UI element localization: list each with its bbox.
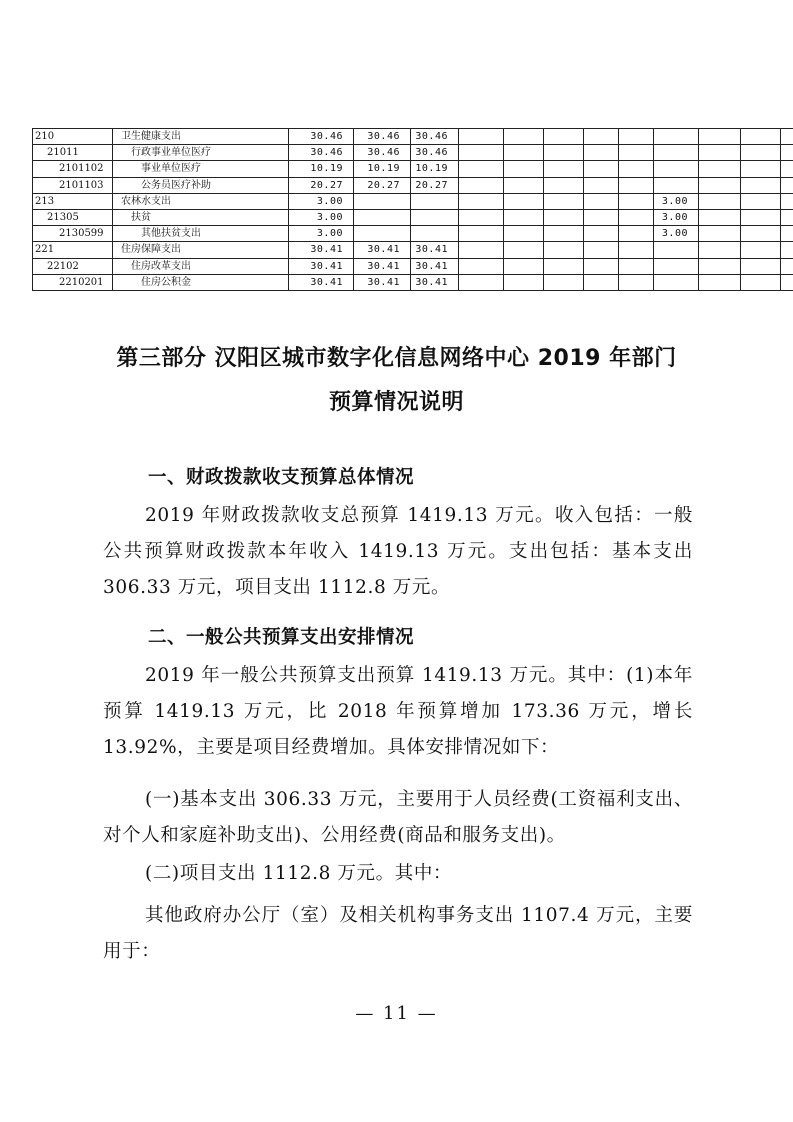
cell-name: 事业单位医疗 bbox=[113, 161, 289, 177]
cell-name: 公务员医疗补助 bbox=[113, 177, 289, 193]
cell-empty bbox=[584, 242, 619, 258]
cell-code: 221 bbox=[33, 242, 113, 258]
cell-basic bbox=[354, 209, 411, 225]
cell-empty bbox=[619, 209, 654, 225]
cell-empty bbox=[741, 209, 781, 225]
heading-general-budget: 二、一般公共预算支出安排情况 bbox=[148, 627, 415, 648]
cell-empty bbox=[584, 274, 619, 290]
cell-empty bbox=[584, 209, 619, 225]
cell-total: 30.46 bbox=[289, 145, 354, 161]
cell-empty bbox=[504, 242, 544, 258]
table-row bbox=[33, 129, 793, 145]
cell-code: 213 bbox=[33, 193, 113, 209]
cell-total: 30.41 bbox=[289, 242, 354, 258]
table-row bbox=[33, 226, 793, 242]
cell-empty bbox=[584, 145, 619, 161]
cell-total: 3.00 bbox=[289, 226, 354, 242]
cell-total: 30.46 bbox=[289, 129, 354, 145]
cell-code: 21011 bbox=[33, 145, 113, 161]
cell-empty bbox=[544, 193, 584, 209]
cell-empty bbox=[741, 258, 781, 274]
cell-code: 2101103 bbox=[33, 177, 113, 193]
cell-empty bbox=[699, 226, 741, 242]
para-other-expenditure: 其他政府办公厅（室）及相关机构事务支出 1107.4 万元，主要用于： bbox=[103, 905, 693, 962]
cell-empty bbox=[544, 161, 584, 177]
cell-total: 10.19 bbox=[289, 161, 354, 177]
para-general-budget: 2019 年一般公共预算支出预算 1419.13 万元。其中：(1)本年预算 1419.13 万元，比 2018 年预算增加 173.36 万元，增长 13.92%，主要是项目经费增加。具体安排情况如下： bbox=[103, 665, 693, 758]
cell-personnel: 30.41 bbox=[411, 274, 459, 290]
cell-name: 其他扶贫支出 bbox=[113, 226, 289, 242]
cell-empty bbox=[781, 274, 793, 290]
cell-basic: 30.46 bbox=[354, 145, 411, 161]
cell-empty bbox=[741, 274, 781, 290]
cell-name: 住房保障支出 bbox=[113, 242, 289, 258]
cell-empty bbox=[699, 145, 741, 161]
cell-empty bbox=[504, 129, 544, 145]
cell-empty bbox=[619, 274, 654, 290]
cell-personnel bbox=[411, 209, 459, 225]
cell-project: 3.00 bbox=[654, 209, 699, 225]
cell-empty bbox=[619, 161, 654, 177]
cell-empty bbox=[741, 145, 781, 161]
cell-personnel: 10.19 bbox=[411, 161, 459, 177]
cell-empty bbox=[741, 129, 781, 145]
cell-empty bbox=[459, 274, 504, 290]
cell-name: 扶贫 bbox=[113, 209, 289, 225]
cell-empty bbox=[699, 193, 741, 209]
cell-empty bbox=[459, 193, 504, 209]
cell-total: 30.41 bbox=[289, 274, 354, 290]
cell-empty bbox=[459, 242, 504, 258]
cell-empty bbox=[584, 226, 619, 242]
cell-total: 30.41 bbox=[289, 258, 354, 274]
cell-project: 3.00 bbox=[654, 226, 699, 242]
table-row bbox=[33, 145, 793, 161]
cell-basic bbox=[354, 226, 411, 242]
cell-empty bbox=[504, 193, 544, 209]
cell-empty bbox=[741, 193, 781, 209]
para-fiscal-overview: 2019 年财政拨款收支总预算 1419.13 万元。收入包括：一般公共预算财政拨款本年收入 1419.13 万元。支出包括：基本支出 306.33 万元，项目支出 1112.8 万元。 bbox=[103, 505, 693, 598]
page-number: — 11 — bbox=[355, 1003, 438, 1024]
cell-empty bbox=[504, 209, 544, 225]
cell-empty bbox=[544, 145, 584, 161]
cell-personnel: 30.46 bbox=[411, 145, 459, 161]
cell-empty bbox=[781, 209, 793, 225]
table-row bbox=[33, 161, 793, 177]
cell-empty bbox=[584, 177, 619, 193]
section-title-line1: 第三部分 汉阳区城市数字化信息网络中心 2019 年部门 bbox=[116, 346, 677, 371]
cell-empty bbox=[584, 129, 619, 145]
cell-name: 卫生健康支出 bbox=[113, 129, 289, 145]
cell-empty bbox=[699, 129, 741, 145]
cell-empty bbox=[459, 129, 504, 145]
cell-empty bbox=[741, 226, 781, 242]
cell-empty bbox=[504, 177, 544, 193]
cell-empty bbox=[544, 274, 584, 290]
cell-empty bbox=[699, 161, 741, 177]
cell-project bbox=[654, 145, 699, 161]
cell-empty bbox=[584, 161, 619, 177]
cell-empty bbox=[544, 242, 584, 258]
cell-personnel bbox=[411, 226, 459, 242]
cell-name: 行政事业单位医疗 bbox=[113, 145, 289, 161]
cell-basic: 30.41 bbox=[354, 274, 411, 290]
cell-total: 3.00 bbox=[289, 193, 354, 209]
budget-table bbox=[32, 128, 793, 291]
cell-empty bbox=[544, 177, 584, 193]
cell-empty bbox=[459, 258, 504, 274]
cell-empty bbox=[504, 161, 544, 177]
section-title-line2: 预算情况说明 bbox=[328, 390, 464, 415]
cell-empty bbox=[459, 161, 504, 177]
para-project-expenditure: (二)项目支出 1112.8 万元。其中： bbox=[145, 863, 453, 884]
cell-empty bbox=[699, 258, 741, 274]
cell-empty bbox=[504, 274, 544, 290]
cell-name: 住房改革支出 bbox=[113, 258, 289, 274]
cell-empty bbox=[619, 129, 654, 145]
cell-personnel: 30.46 bbox=[411, 129, 459, 145]
table-row bbox=[33, 242, 793, 258]
cell-empty bbox=[544, 209, 584, 225]
cell-empty bbox=[459, 209, 504, 225]
cell-project bbox=[654, 161, 699, 177]
heading-fiscal-overview: 一、财政拨款收支预算总体情况 bbox=[148, 467, 415, 488]
cell-basic: 30.41 bbox=[354, 258, 411, 274]
cell-empty bbox=[459, 226, 504, 242]
cell-empty bbox=[781, 161, 793, 177]
cell-project bbox=[654, 177, 699, 193]
cell-empty bbox=[781, 129, 793, 145]
cell-empty bbox=[504, 226, 544, 242]
cell-empty bbox=[699, 242, 741, 258]
cell-basic: 30.41 bbox=[354, 242, 411, 258]
cell-basic: 30.46 bbox=[354, 129, 411, 145]
cell-basic: 10.19 bbox=[354, 161, 411, 177]
cell-empty bbox=[544, 226, 584, 242]
cell-empty bbox=[584, 193, 619, 209]
table-row bbox=[33, 209, 793, 225]
cell-empty bbox=[741, 177, 781, 193]
cell-personnel: 20.27 bbox=[411, 177, 459, 193]
cell-empty bbox=[619, 258, 654, 274]
table-row bbox=[33, 177, 793, 193]
cell-personnel: 30.41 bbox=[411, 258, 459, 274]
cell-empty bbox=[781, 242, 793, 258]
cell-empty bbox=[459, 177, 504, 193]
cell-empty bbox=[504, 258, 544, 274]
cell-empty bbox=[619, 145, 654, 161]
cell-name: 农林水支出 bbox=[113, 193, 289, 209]
cell-empty bbox=[619, 242, 654, 258]
cell-name: 住房公积金 bbox=[113, 274, 289, 290]
cell-code: 2101102 bbox=[33, 161, 113, 177]
cell-code: 210 bbox=[33, 129, 113, 145]
cell-project: 3.00 bbox=[654, 193, 699, 209]
cell-empty bbox=[741, 161, 781, 177]
cell-empty bbox=[504, 145, 544, 161]
cell-empty bbox=[741, 242, 781, 258]
cell-empty bbox=[544, 258, 584, 274]
cell-empty bbox=[781, 226, 793, 242]
cell-empty bbox=[584, 258, 619, 274]
cell-empty bbox=[459, 145, 504, 161]
cell-empty bbox=[699, 274, 741, 290]
cell-project bbox=[654, 258, 699, 274]
cell-empty bbox=[619, 193, 654, 209]
cell-project bbox=[654, 129, 699, 145]
cell-code: 22102 bbox=[33, 258, 113, 274]
cell-total: 20.27 bbox=[289, 177, 354, 193]
cell-empty bbox=[781, 193, 793, 209]
cell-project bbox=[654, 274, 699, 290]
cell-empty bbox=[699, 177, 741, 193]
cell-project bbox=[654, 242, 699, 258]
para-basic-expenditure: (一)基本支出 306.33 万元，主要用于人员经费(工资福利支出、对个人和家庭补助支出)、公用经费(商品和服务支出)。 bbox=[103, 789, 693, 846]
cell-empty bbox=[619, 226, 654, 242]
table-row bbox=[33, 193, 793, 209]
cell-code: 2130599 bbox=[33, 226, 113, 242]
cell-empty bbox=[781, 177, 793, 193]
cell-basic: 20.27 bbox=[354, 177, 411, 193]
cell-total: 3.00 bbox=[289, 209, 354, 225]
cell-empty bbox=[544, 129, 584, 145]
cell-personnel: 30.41 bbox=[411, 242, 459, 258]
cell-code: 21305 bbox=[33, 209, 113, 225]
table-row bbox=[33, 258, 793, 274]
cell-empty bbox=[619, 177, 654, 193]
cell-empty bbox=[781, 145, 793, 161]
cell-empty bbox=[699, 209, 741, 225]
table-row bbox=[33, 274, 793, 290]
cell-empty bbox=[781, 258, 793, 274]
cell-basic bbox=[354, 193, 411, 209]
cell-personnel bbox=[411, 193, 459, 209]
cell-code: 2210201 bbox=[33, 274, 113, 290]
